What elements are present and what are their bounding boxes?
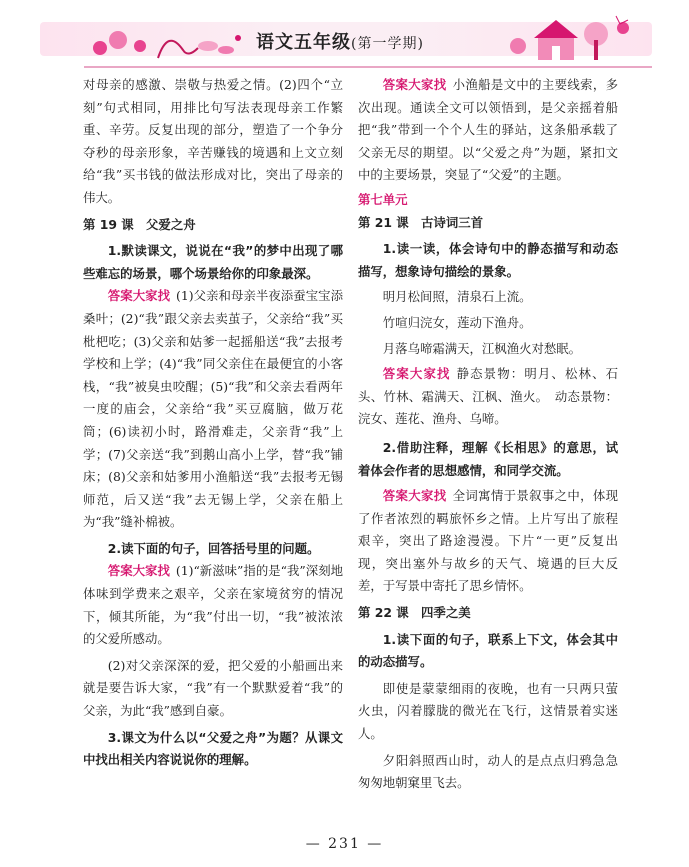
page-number: — 231 — [305, 836, 384, 852]
flower-decoration-icon [88, 18, 248, 66]
poem-line: 月落乌啼霜满天，江枫渔火对愁眠。 [382, 340, 582, 356]
right-column [358, 72, 618, 795]
house-tree-decoration-icon [498, 10, 648, 66]
answer: 答案大家找 小渔船是文中的主要线索，多次出现。通读全文可以领悟到，是父亲摇着船把“我”带到一个个人生的驿站，这条船承载了父亲无尽的期望。以“父爱之舟”为题，紧扣文中的主要场景，突显了“父爱”的主题。 [358, 77, 619, 183]
question: 2.读下面的句子，回答括号里的问题。 [107, 540, 320, 556]
question: 1.读下面的句子，联系上下文，体会其中的动态描写。 [358, 631, 618, 670]
answer: 答案大家找 静态景物：明月、松林、石头、竹林、霜满天、江枫、渔火。 动态景物：浣女、莲花、渔舟、乌啼。 [358, 366, 619, 427]
question: 1.读一读，体会诗句中的静态描写和动态描写，想象诗句描绘的景象。 [358, 241, 618, 279]
example-sentence: 即使是蒙蒙细雨的夜晚，也有一只两只萤火虫，闪着朦胧的微光在飞行，这情景着实迷人。 [358, 680, 618, 742]
page-title: 语文五年级(第一学期) [256, 32, 424, 53]
lesson-heading: 第 19 课 父爱之舟 [83, 216, 196, 232]
paragraph: 对母亲的感激、崇敬与热爱之情。(2)四个“立刻”句式相同，用排比句写法表现母亲工作繁重、辛劳。反复出现的部分，塑造了一个争分夺秒的母亲形象，辛苦赚钱的境遇和上文立刻给“我”买书钱的做法形成对比，突出了母亲的伟大。 [83, 77, 343, 205]
answer-continued: (2)对父亲深深的爱，把父爱的小船画出来就是要告诉大家，“我”有一个默默爱着“我”的父亲，为此“我”感到自豪。 [83, 657, 343, 719]
example-sentence: 夕阳斜照西山时，动人的是点点归鸦急急匆匆地朝窠里飞去。 [358, 752, 618, 791]
answer: 答案大家找 (1)父亲和母亲半夜添蚕宝宝添桑叶；(2)“我”跟父亲去卖茧子，父亲给“我”买枇杷吃；(3)父亲和姑爹一起摇船送“我”去报考学校和上学；(4)“我”同父亲住在最便宜的小客栈，“我”被臭虫咬醒；(5)“我”和父亲去看两年一度的庙会，父亲给“我”买豆腐脑，做万花筒；(6)读初小时，路滑难走，父亲背“我”上学；(7)父亲送“我”到鹅山高小上学，替“我”铺床；(8)父亲和姑爹用小渔船送“我”去报考无锡师范，后又送“我”去无锡上学，父亲在船上为“我”缝补棉被。 [83, 288, 343, 530]
question: 2.借助注释，理解《长相思》的意思，试着体会作者的思想感情，和同学交流。 [358, 439, 618, 478]
lesson-heading: 第 21 课 古诗词三首 [358, 214, 483, 230]
unit-heading: 第七单元 [358, 191, 408, 207]
answer-tag: 答案大家找 [382, 77, 447, 92]
answer-tag: 答案大家找 [107, 563, 170, 579]
answer-tag: 答案大家找 [107, 288, 171, 304]
question: 1.默读课文，说说在“我”的梦中出现了哪些难忘的场景，哪个场景给你的印象最深。 [83, 243, 343, 281]
lesson-heading: 第 22 课 四季之美 [358, 605, 471, 621]
poem-line: 明月松间照，清泉石上流。 [382, 289, 532, 305]
left-column [83, 72, 343, 772]
question: 3.课文为什么以“父爱之舟”为题？从课文中找出相关内容说说你的理解。 [83, 729, 343, 768]
page-header [0, 0, 689, 72]
answer: 答案大家找 全词寓情于景叙事之中，体现了作者浓烈的羁旅怀乡之情。上片写出了旅程艰辛，突出了路途漫漫。下片“一更”反复出现，突出塞外与故乡的天气、境遇的巨大反差，于写景中寄托了思乡情怀。 [358, 488, 619, 594]
answer-tag: 答案大家找 [382, 488, 447, 504]
answer-tag: 答案大家找 [382, 366, 451, 382]
header-rule [84, 66, 652, 68]
answer: 答案大家找 (1)“新滋味”指的是“我”深刻地体味到学费来之艰辛，父亲在家境贫穷的情况下，倾其所能，为“我”付出一切，“我”被浓浓的父爱所感动。 [83, 563, 344, 647]
poem-line: 竹喧归浣女，莲动下渔舟。 [382, 314, 532, 330]
